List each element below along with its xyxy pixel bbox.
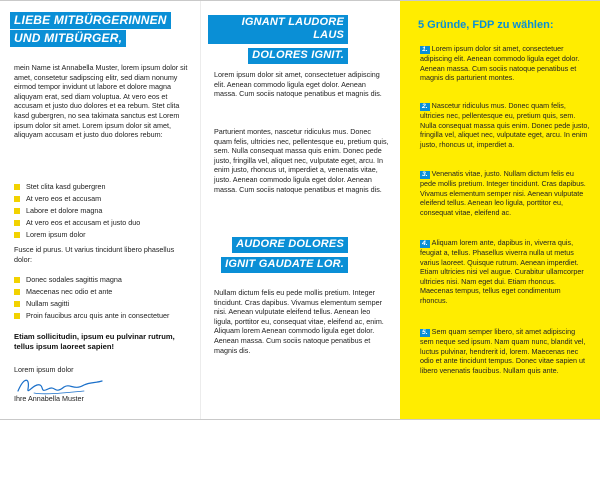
body-paragraph: Lorem ipsum dolor sit amet, consectetuer adipiscing elit. Aenean commodo ligula eget dolor. Aenean massa. Cum sociis natoque penatibus et magnis dis. <box>214 70 382 99</box>
reason-item: 4. Aliquam lorem ante, dapibus in, viverra quis, feugiat a, tellus. Phasellus viverra nulla ut metus varius laoreet. Quisque rutrum. Aenean imperdiet. Etiam ultricies nisi vel augue. Curabitur ullamcorper ultricies nisi. Nam eget dui. Etiam rhoncus. Maecenas tempus, tellus eget condimentum rhoncus. <box>420 238 584 305</box>
bullet-list-1 <box>14 181 194 241</box>
bullet-square-icon <box>14 289 20 295</box>
list-item: Labore et dolore magna <box>14 205 194 217</box>
list-item: Stet clita kasd gubergren <box>14 181 194 193</box>
bullet-square-icon <box>14 196 20 202</box>
list-item: Proin faucibus arcu quis ante in consectetuer <box>14 310 194 322</box>
reason-item: 2. Nascetur ridiculus mus. Donec quam felis, ultricies nec, pellentesque eu, pretium quis, sem. Nulla consequat massa quis enim. Donec pede justo, fringilla vel, aliquet nec, vulputate eget, arcu. In enim justo, rhoncus ut, imperdiet a. <box>420 101 590 149</box>
bullet-square-icon <box>14 277 20 283</box>
list-item: Lorem ipsum dolor <box>14 229 194 241</box>
headline-line: LIEBE MITBÜRGERINNEN <box>10 12 171 29</box>
headline-line: DOLORES IGNIT. <box>248 48 348 64</box>
list-item: Donec sodales sagittis magna <box>14 274 194 286</box>
reason-number-badge: 3. <box>422 171 428 178</box>
reason-number-badge: 2. <box>422 103 428 110</box>
bullet-list-2 <box>14 274 194 322</box>
bullet-square-icon <box>14 220 20 226</box>
reason-number-badge: 5. <box>422 329 428 336</box>
list-item: At vero eos et accusam et justo duo <box>14 217 194 229</box>
body-paragraph: Parturient montes, nascetur ridiculus mus. Donec quam felis, ultricies nec, pellentesque eu, pretium quis, sem. Nulla consequat massa quis enim. Donec pede justo, fringilla vel, aliquet nec, vulputate eget, arcu. In enim justo, rhoncus ut, imperdiet a, venenatis vitae, justo. Aenean commodo ligula eget dolor. Aenean massa. Cum sociis natoque penatibus et magnis dis. <box>214 127 389 194</box>
headline-line: UND MITBÜRGER, <box>10 30 126 47</box>
list-item: At vero eos et accusam <box>14 193 194 205</box>
reasons-title: 5 Gründe, FDP zu wählen: <box>418 19 554 31</box>
section-headline-1 <box>208 15 348 65</box>
closing-bold-statement: Etiam sollicitudin, ipsum eu pulvinar rutrum, tellus ipsum laoreet sapien! <box>14 332 175 351</box>
bullet-square-icon <box>14 184 20 190</box>
headline-line: IGNIT GAUDATE LOR. <box>221 257 348 273</box>
intro-paragraph: mein Name ist Annabella Muster, lorem ipsum dolor sit amet, consetetur sadipscing elitr, sed diam nonumy eirmod tempor invidunt ut labore et dolore magna aliquyam erat, sed diam voluptua. At vero eos et accusam et justo duo dolores et ea rebum. Stet clita kasd gubergren, no sea takimata sanctus est Lorem ipsum dolor sit amet. Lorem ipsum dolor sit amet, aliquyam accusam et justo duo dolores rebum: <box>14 63 188 140</box>
mid-paragraph: Fusce id purus. Ut varius tincidunt libero phasellus dolor: <box>14 245 175 264</box>
list-item: Nullam sagitti <box>14 298 194 310</box>
reason-item: 3. Venenatis vitae, justo. Nullam dictum felis eu pede mollis pretium. Integer tincidunt. Cras dapibus. Vivamus elementum semper nisi. Aenean vulputate eleifend tellus. Aenean leo ligula, porttitor eu, consequat vitae, eleifend ac. <box>420 169 586 217</box>
reason-item: 5. Sem quam semper libero, sit amet adipiscing sem neque sed ipsum. Nam quam nunc, blandit vel, luctus pulvinar, hendrerit id, lorem. Maecenas nec odio et ante tincidunt tempus. Donec vitae sapien ut libero venenatis faucibus. Nullam quis ante. <box>420 327 586 375</box>
greeting-headline <box>10 12 190 48</box>
bullet-square-icon <box>14 208 20 214</box>
list-item: Maecenas nec odio et ante <box>14 286 194 298</box>
headline-line: AUDORE DOLORES <box>232 237 348 253</box>
reason-number-badge: 1. <box>422 46 428 53</box>
section-headline-2 <box>208 234 348 274</box>
reason-item: 1. Lorem ipsum dolor sit amet, consectetuer adipiscing elit. Aenean commodo ligula eget dolor. Aenean massa. Cum sociis natoque penatibus et magnis dis parturient montes. <box>420 44 580 83</box>
signer-name: Ihre Annabella Muster <box>14 394 84 403</box>
bullet-square-icon <box>14 301 20 307</box>
bullet-square-icon <box>14 313 20 319</box>
reason-number-badge: 4. <box>422 240 428 247</box>
headline-line: IGNANT LAUDORE LAUS <box>208 15 348 44</box>
body-paragraph: Nullam dictum felis eu pede mollis pretium. Integer tincidunt. Cras dapibus. Vivamus elementum semper nisi. Aenean vulputate eleifend tellus. Aenean leo ligula, porttitor eu, consequat vitae, eleifend ac, enim. Aliquam lorem Aenean commodo ligula eget dolor. Aenean massa. Cum sociis natoque penatibus et magnis dis. <box>214 288 384 355</box>
bullet-square-icon <box>14 232 20 238</box>
signoff-greeting: Lorem ipsum dolor <box>14 365 74 374</box>
